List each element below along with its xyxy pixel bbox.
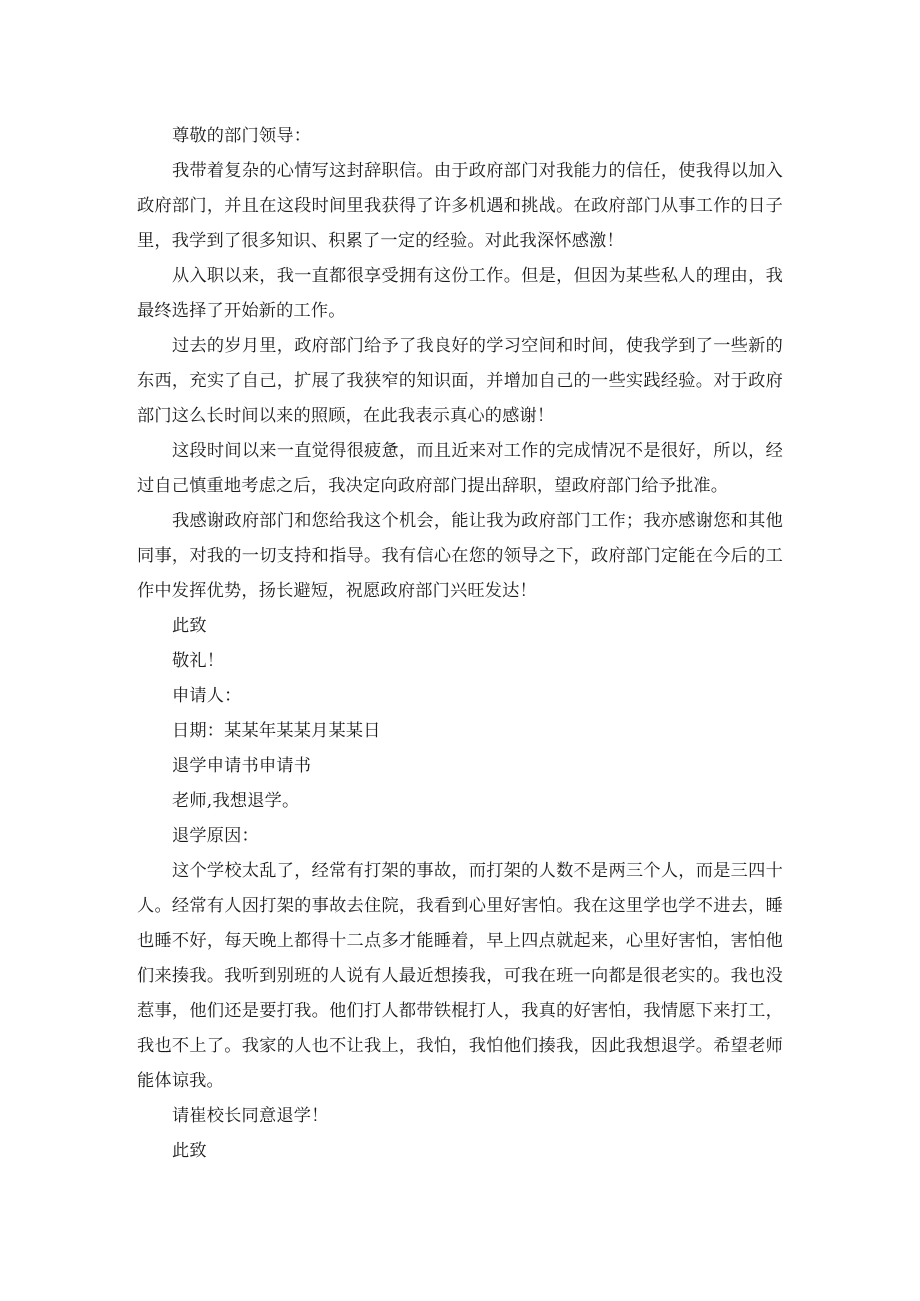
withdrawal-greeting: 老师,我想退学。 (172, 791, 300, 811)
paragraph-thanks: 我感谢政府部门和您给我这个机会，能让我为政府部门工作；我亦感谢您和其他同事，对我的一切支持和指导。我有信心在您的领导之下，政府部门定能在今后的工作中发挥优势，扬长避短，祝愿政府部门兴旺发达！ (137, 511, 783, 601)
closing-cizhi: 此致 (172, 616, 207, 636)
withdrawal-reason-body: 这个学校太乱了，经常有打架的事故，而打架的人数不是两三个人，而是三四十人。经常有人因打架的事故去住院，我看到心里好害怕。我在这里学也学不进去，睡也睡不好，每天晚上都得十二点多才能睡着，早上四点就起来，心里好害怕，害怕他们来揍我。我听到别班的人说有人最近想揍我，可我在班一向都是很老实的。我也没惹事，他们还是要打我。他们打人都带铁棍打人，我真的好害怕，我情愿下来打工，我也不上了。我家的人也不让我上，我怕，我怕他们揍我，因此我想退学。希望老师能体谅我。 (137, 861, 783, 1091)
paragraph-reason-personal: 从入职以来，我一直都很享受拥有这份工作。但是，但因为某些私人的理由，我最终选择了开始新的工作。 (137, 266, 783, 321)
section-title-withdrawal: 退学申请书申请书 (172, 756, 312, 776)
date-line: 日期：某某年某某月某某日 (172, 721, 381, 741)
withdrawal-reason-label: 退学原因： (172, 826, 259, 846)
closing-cizhi-2: 此致 (172, 1141, 207, 1161)
paragraph-gratitude: 过去的岁月里，政府部门给予了我良好的学习空间和时间，使我学到了一些新的东西，充实了自己，扩展了我狭窄的知识面，并增加自己的一些实践经验。对于政府部门这么长时间以来的照顾，在此我表示真心的感谢！ (137, 336, 783, 426)
withdrawal-request: 请崔校长同意退学！ (172, 1106, 329, 1126)
closing-jingli: 敬礼！ (172, 651, 225, 671)
applicant-label: 申请人： (172, 686, 242, 706)
salutation: 尊敬的部门领导： (172, 126, 312, 146)
paragraph-resignation-request: 这段时间以来一直觉得很疲惫，而且近来对工作的完成情况不是很好，所以，经过自己慎重地考虑之后，我决定向政府部门提出辞职，望政府部门给予批准。 (137, 441, 783, 496)
paragraph-intro: 我带着复杂的心情写这封辞职信。由于政府部门对我能力的信任，使我得以加入政府部门，并且在这段时间里我获得了许多机遇和挑战。在政府部门从事工作的日子里，我学到了很多知识、积累了一定的经验。对此我深怀感激！ (137, 161, 783, 251)
document-body (137, 119, 783, 1169)
